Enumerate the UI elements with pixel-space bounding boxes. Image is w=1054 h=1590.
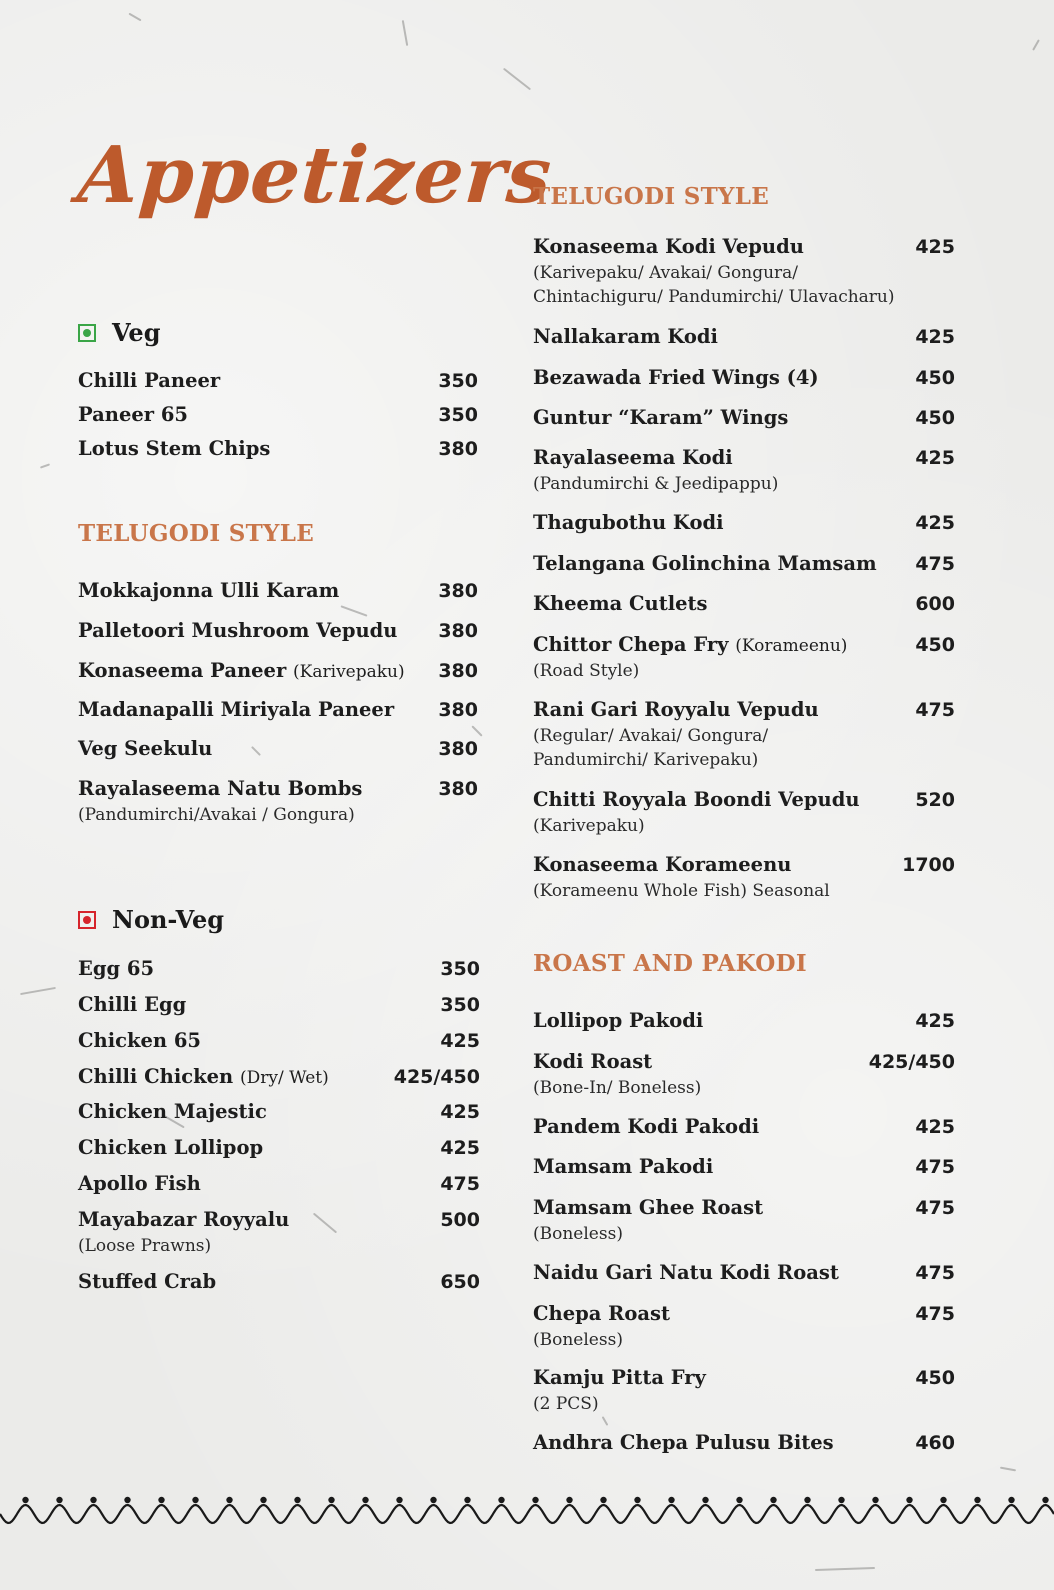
menu-item <box>533 1155 955 1178</box>
menu-item <box>533 511 955 534</box>
item-description: (Karivepaku/ Avakai/ Gongura/ <box>533 263 799 283</box>
paper-fleck <box>503 68 531 91</box>
border-dot <box>532 1497 538 1503</box>
veg-indicator-icon <box>78 324 96 342</box>
item-name-text: Chilli Chicken <box>78 1065 234 1088</box>
border-dot <box>906 1497 912 1503</box>
item-description: (Loose Prawns) <box>78 1236 212 1256</box>
item-name <box>78 403 188 426</box>
menu-item <box>78 619 478 642</box>
menu-item <box>78 1029 480 1052</box>
decorative-border <box>0 1492 1054 1532</box>
item-name <box>533 1431 834 1454</box>
item-name <box>533 698 819 721</box>
item-name-text: Pandem Kodi Pakodi <box>533 1115 760 1138</box>
item-price: 425 <box>915 1116 955 1138</box>
item-name-text: Chilli Paneer <box>78 369 221 392</box>
menu-item <box>533 325 955 348</box>
item-name-text: Apollo Fish <box>78 1172 201 1195</box>
item-description: Pandumirchi/ Karivepaku) <box>533 750 759 770</box>
menu-item <box>533 1366 955 1416</box>
item-description: (Korameenu Whole Fish) Seasonal <box>533 881 830 901</box>
item-price: 425 <box>915 326 955 348</box>
item-name <box>78 1136 263 1159</box>
item-price: 380 <box>438 438 478 460</box>
item-name-text: Konaseema Kodi Vepudu <box>533 235 804 258</box>
item-name-text: Konaseema Korameenu <box>533 853 792 876</box>
item-price: 425 <box>915 236 955 258</box>
item-description: Chintachiguru/ Pandumirchi/ Ulavacharu) <box>533 287 895 307</box>
item-name <box>533 1009 703 1032</box>
menu-item <box>78 1270 480 1293</box>
border-dot <box>940 1497 946 1503</box>
item-name <box>78 698 394 721</box>
paper-fleck <box>40 463 50 468</box>
item-name-text: Naidu Gari Natu Kodi Roast <box>533 1261 839 1284</box>
menu-item <box>533 1431 955 1454</box>
item-description: (Regular/ Avakai/ Gongura/ <box>533 726 769 746</box>
border-dot <box>974 1497 980 1503</box>
item-price: 425 <box>440 1101 480 1123</box>
item-name <box>78 579 339 602</box>
border-dot <box>260 1497 266 1503</box>
item-name-text: Paneer 65 <box>78 403 188 426</box>
paper-fleck <box>815 1567 875 1571</box>
item-price: 425 <box>915 512 955 534</box>
menu-item <box>78 403 478 426</box>
menu-item <box>533 788 955 838</box>
menu-item <box>533 633 955 683</box>
item-name <box>78 619 397 642</box>
item-name <box>533 1050 652 1073</box>
item-name-text: Guntur “Karam” Wings <box>533 406 789 429</box>
item-name-text: Mayabazar Royyalu <box>78 1208 290 1231</box>
item-name <box>78 993 186 1016</box>
menu-item <box>533 698 955 772</box>
item-price: 475 <box>915 1303 955 1325</box>
item-name <box>533 366 819 389</box>
menu-item <box>78 1208 480 1258</box>
menu-item <box>533 446 955 496</box>
item-name <box>78 369 220 392</box>
border-dot <box>56 1497 62 1503</box>
item-name <box>78 437 270 460</box>
item-name <box>533 1261 839 1284</box>
item-name <box>78 1100 267 1123</box>
paper-fleck <box>1000 1467 1016 1472</box>
item-price: 380 <box>438 699 478 721</box>
item-name <box>533 592 708 615</box>
item-name-text: Palletoori Mushroom Vepudu <box>78 619 398 642</box>
menu-item <box>78 1100 480 1123</box>
item-name-text: Bezawada Fried Wings (4) <box>533 366 819 389</box>
nonveg-label: Non-Veg <box>112 905 225 934</box>
item-price: 380 <box>438 738 478 760</box>
item-name <box>78 1172 201 1195</box>
item-name-text: Veg Seekulu <box>78 737 213 760</box>
menu-item <box>78 777 478 827</box>
item-name-text: Thagubothu Kodi <box>533 511 724 534</box>
menu-item <box>78 1065 480 1088</box>
nonveg-heading <box>78 905 224 934</box>
item-price: 450 <box>915 367 955 389</box>
item-price: 380 <box>438 620 478 642</box>
border-dot <box>770 1497 776 1503</box>
item-name-text: Lotus Stem Chips <box>78 437 271 460</box>
paper-fleck <box>128 13 141 22</box>
item-price: 425 <box>440 1137 480 1159</box>
border-dot <box>838 1497 844 1503</box>
item-name <box>78 659 405 682</box>
item-name-text: Rani Gari Royyalu Vepudu <box>533 698 819 721</box>
item-price: 425/450 <box>868 1051 955 1073</box>
item-description: (Pandumirchi/Avakai / Gongura) <box>78 805 355 825</box>
item-price: 475 <box>915 553 955 575</box>
item-price: 425 <box>915 447 955 469</box>
border-dot <box>294 1497 300 1503</box>
item-price: 500 <box>440 1209 480 1231</box>
menu-item <box>533 853 955 903</box>
item-price: 350 <box>438 370 478 392</box>
item-name <box>533 1196 763 1219</box>
item-name-text: Mamsam Pakodi <box>533 1155 714 1178</box>
item-name-text: Mamsam Ghee Roast <box>533 1196 764 1219</box>
paper-fleck <box>1032 39 1040 50</box>
item-price: 475 <box>915 1197 955 1219</box>
item-name <box>533 1115 759 1138</box>
menu-item <box>533 1009 955 1032</box>
item-price: 475 <box>915 1262 955 1284</box>
item-name <box>78 1029 201 1052</box>
border-dot <box>668 1497 674 1503</box>
item-description: (Boneless) <box>533 1224 623 1244</box>
border-dot <box>566 1497 572 1503</box>
menu-item <box>533 592 955 615</box>
border-dot <box>600 1497 606 1503</box>
item-price: 450 <box>915 1367 955 1389</box>
nonveg-indicator-icon <box>78 911 96 929</box>
nonveg-telugodi-heading: TELUGODI STYLE <box>533 183 770 210</box>
item-name <box>78 1208 289 1231</box>
item-name-text: Nallakaram Kodi <box>533 325 718 348</box>
item-price: 425/450 <box>393 1066 480 1088</box>
item-name <box>78 777 362 800</box>
item-name <box>78 737 212 760</box>
veg-telugodi-heading: TELUGODI STYLE <box>78 520 315 547</box>
item-name <box>533 633 847 656</box>
item-name <box>533 235 804 258</box>
paper-fleck <box>402 20 408 46</box>
item-price: 425 <box>440 1030 480 1052</box>
item-name <box>533 446 733 469</box>
menu-item <box>533 235 955 309</box>
veg-label: Veg <box>112 318 161 347</box>
item-name <box>533 1366 706 1389</box>
item-name-text: Chilli Egg <box>78 993 187 1016</box>
item-price: 600 <box>915 593 955 615</box>
menu-item <box>78 1136 480 1159</box>
roast-heading: ROAST AND PAKODI <box>533 950 807 977</box>
item-price: 350 <box>440 994 480 1016</box>
item-name <box>78 1065 329 1088</box>
item-name-text: Mokkajonna Ulli Karam <box>78 579 340 602</box>
menu-item <box>78 659 478 682</box>
menu-item <box>78 1172 480 1195</box>
item-name-text: Kamju Pitta Fry <box>533 1366 706 1389</box>
menu-item <box>533 406 955 429</box>
menu-item <box>533 1302 955 1352</box>
menu-item <box>533 1115 955 1138</box>
page-title: Appetizers <box>74 130 555 221</box>
item-price: 380 <box>438 580 478 602</box>
item-price: 450 <box>915 634 955 656</box>
item-name <box>533 1155 713 1178</box>
border-dot <box>124 1497 130 1503</box>
menu-item <box>78 579 478 602</box>
item-description: (Karivepaku) <box>533 816 645 836</box>
item-name-text: Konaseema Paneer <box>78 659 287 682</box>
item-name <box>533 1302 670 1325</box>
item-name-text: Egg 65 <box>78 957 155 980</box>
menu-item <box>533 1050 955 1100</box>
paper-fleck <box>471 725 482 736</box>
item-description: (Pandumirchi & Jeedipappu) <box>533 474 779 494</box>
item-description: (Boneless) <box>533 1330 623 1350</box>
item-name-text: Chicken Majestic <box>78 1100 267 1123</box>
item-name-text: Stuffed Crab <box>78 1270 217 1293</box>
item-price: 350 <box>438 404 478 426</box>
border-dot <box>430 1497 436 1503</box>
item-price: 475 <box>915 699 955 721</box>
item-price: 380 <box>438 660 478 682</box>
item-price: 380 <box>438 778 478 800</box>
item-description: (Road Style) <box>533 661 640 681</box>
item-name <box>78 957 154 980</box>
item-description: (Bone-In/ Boneless) <box>533 1078 702 1098</box>
menu-item <box>78 957 480 980</box>
item-name-text: Chitti Royyala Boondi Vepudu <box>533 788 860 811</box>
item-price: 425 <box>915 1010 955 1032</box>
paper-fleck <box>20 987 56 995</box>
paper-fleck <box>602 1416 609 1426</box>
menu-item <box>533 1196 955 1246</box>
item-note: (Karivepaku) <box>293 662 405 682</box>
item-price: 475 <box>440 1173 480 1195</box>
border-dot <box>634 1497 640 1503</box>
border-dot <box>226 1497 232 1503</box>
item-price: 460 <box>915 1432 955 1454</box>
border-dot <box>362 1497 368 1503</box>
item-name <box>533 511 724 534</box>
item-name-text: Madanapalli Miriyala Paneer <box>78 698 395 721</box>
item-name <box>533 406 788 429</box>
border-dot <box>328 1497 334 1503</box>
border-dot <box>804 1497 810 1503</box>
item-price: 520 <box>915 789 955 811</box>
item-name-text: Telangana Golinchina Mamsam <box>533 552 877 575</box>
border-dot <box>464 1497 470 1503</box>
menu-item <box>78 437 478 460</box>
item-note: (Dry/ Wet) <box>240 1068 329 1088</box>
menu-item <box>78 993 480 1016</box>
item-price: 475 <box>915 1156 955 1178</box>
item-name-text: Chittor Chepa Fry <box>533 633 729 656</box>
item-name <box>533 853 791 876</box>
item-description: (2 PCS) <box>533 1394 599 1414</box>
item-name-text: Kodi Roast <box>533 1050 653 1073</box>
item-name-text: Kheema Cutlets <box>533 592 708 615</box>
item-name <box>533 325 718 348</box>
border-dot <box>396 1497 402 1503</box>
border-dot <box>1042 1497 1048 1503</box>
menu-item <box>78 369 478 392</box>
item-name-text: Chicken Lollipop <box>78 1136 264 1159</box>
item-name-text: Lollipop Pakodi <box>533 1009 704 1032</box>
border-dot <box>736 1497 742 1503</box>
item-price: 450 <box>915 407 955 429</box>
border-dot <box>1008 1497 1014 1503</box>
menu-item <box>533 1261 955 1284</box>
border-dot <box>702 1497 708 1503</box>
item-name-text: Chicken 65 <box>78 1029 201 1052</box>
item-price: 350 <box>440 958 480 980</box>
item-name <box>533 552 877 575</box>
item-name-text: Rayalaseema Natu Bombs <box>78 777 363 800</box>
item-price: 1700 <box>902 854 955 876</box>
border-dot <box>158 1497 164 1503</box>
veg-heading <box>78 318 160 347</box>
border-dot <box>872 1497 878 1503</box>
item-name-text: Rayalaseema Kodi <box>533 446 733 469</box>
border-dot <box>90 1497 96 1503</box>
paper-fleck <box>341 605 368 616</box>
item-note: (Korameenu) <box>735 636 848 656</box>
menu-item <box>78 698 478 721</box>
item-name <box>533 788 860 811</box>
border-dot <box>22 1497 28 1503</box>
border-dot <box>498 1497 504 1503</box>
menu-item <box>533 366 955 389</box>
item-name-text: Andhra Chepa Pulusu Bites <box>533 1431 834 1454</box>
item-price: 650 <box>440 1271 480 1293</box>
menu-item <box>533 552 955 575</box>
border-dot <box>192 1497 198 1503</box>
menu-item <box>78 737 478 760</box>
item-name <box>78 1270 216 1293</box>
item-name-text: Chepa Roast <box>533 1302 670 1325</box>
